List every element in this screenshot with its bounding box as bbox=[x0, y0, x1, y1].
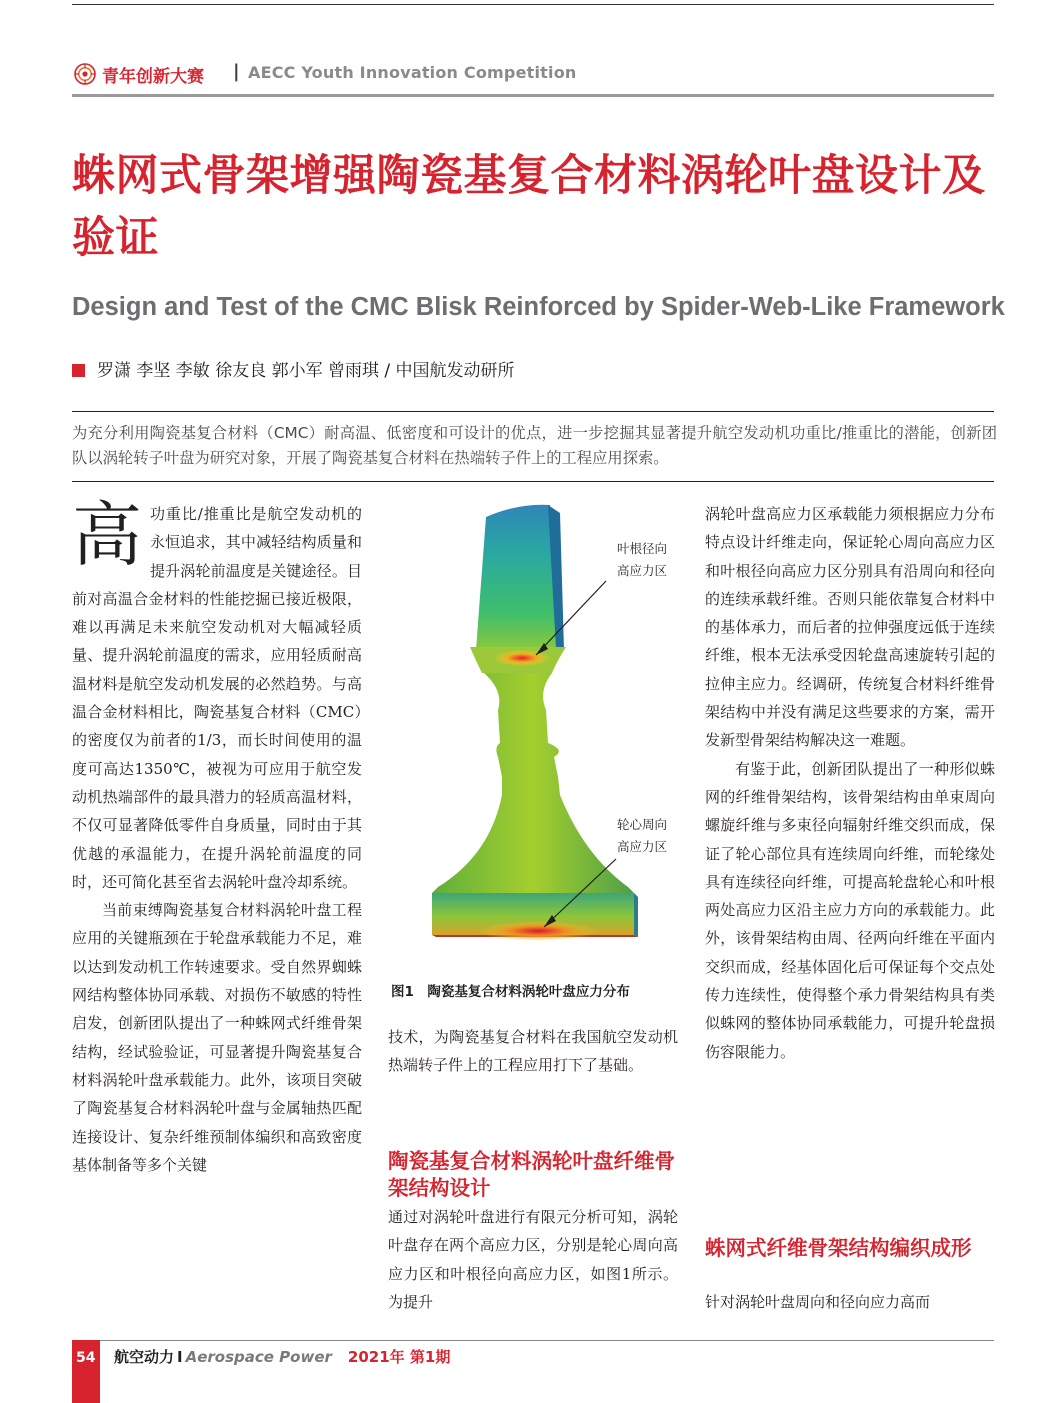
label-hub-stress bbox=[617, 814, 667, 858]
label-line: 叶根径向 bbox=[617, 541, 668, 556]
label-blade-root-stress bbox=[617, 538, 667, 582]
column-3-continued bbox=[705, 1288, 995, 1316]
paragraph: 涡轮叶盘高应力区承载能力须根据应力分布特点设计纤维走向，保证轮心周向高应力区和叶根径向高应力区分别具有沿周向和径向的连续承载纤维。否则只能依靠复合材料中的基体承力，而后者的拉伸强度远低于连续纤维，根本无法承受因轮盘高速旋转引起的拉伸主应力。经调研，传统复合材料纤维骨架结构中并没有满足这些要求的方案，需开发新型骨架结构解决这一难题。 bbox=[705, 505, 995, 750]
article-title-cn: 蛛网式骨架增强陶瓷基复合材料涡轮叶盘设计及验证 bbox=[72, 151, 986, 263]
header-separator: | bbox=[233, 61, 240, 82]
header-title-en: AECC Youth Innovation Competition bbox=[248, 63, 577, 82]
column-3 bbox=[705, 500, 995, 1066]
abstract-rule-top bbox=[72, 411, 994, 412]
abstract: 为充分利用陶瓷基复合材料（CMC）耐高温、低密度和可设计的优点，进一步挖掘其显著提升航空发动机功重比/推重比的潜能，创新团队以涡轮转子叶盘为研究对象，开展了陶瓷基复合材料在热端转子件上的工程应用探索。 bbox=[72, 424, 997, 467]
header-title-cn: 青年创新大赛 bbox=[102, 67, 204, 87]
authors-text: 罗潇 李坚 李敏 徐友良 郭小军 曾雨琪 / 中国航发动研所 bbox=[97, 361, 515, 381]
figure-caption: 图1 陶瓷基复合材料涡轮叶盘应力分布 bbox=[391, 984, 630, 1000]
journal-issue: 2021年 第1期 bbox=[347, 1348, 451, 1366]
abstract-rule-bottom bbox=[72, 481, 994, 482]
top-rule bbox=[72, 4, 994, 5]
footer-separator: I bbox=[177, 1348, 183, 1366]
article-title-en: Design and Test of the CMC Blisk Reinforced by Spider-Web-Like Framework bbox=[72, 293, 1005, 321]
competition-logo-icon bbox=[74, 63, 96, 85]
column-2-continued bbox=[388, 1203, 678, 1316]
paragraph: 当前束缚陶瓷基复合材料涡轮叶盘工程应用的关键瓶颈在于轮盘承载能力不足，难以达到发动机工作转速要求。受自然界蜘蛛网结构整体协同承载、对损伤不敏感的特性启发，创新团队提出了一种蛛网式纤维骨架结构，经试验验证，可显著提升陶瓷基复合材料涡轮叶盘承载能力。此外，该项目突破了陶瓷基复合材料涡轮叶盘与金属轴热匹配连接设计、复杂纤维预制体编织和高致密度基体制备等多个关键 bbox=[72, 901, 362, 1174]
journal-name-cn: 航空动力 bbox=[114, 1348, 175, 1366]
section-heading: 陶瓷基复合材料涡轮叶盘纤维骨架结构设计 bbox=[388, 1149, 675, 1200]
column-1 bbox=[72, 494, 362, 1179]
page-number: 54 bbox=[76, 1350, 96, 1366]
paragraph: 技术，为陶瓷基复合材料在我国航空发动机热端转子件上的工程应用打下了基础。 bbox=[388, 1028, 678, 1075]
journal-name-en: Aerospace Power bbox=[185, 1348, 332, 1366]
column-2 bbox=[388, 1023, 678, 1080]
label-line: 轮心周向 bbox=[617, 817, 668, 832]
label-line: 高应力区 bbox=[617, 563, 668, 578]
section-heading: 蛛网式纤维骨架结构编织成形 bbox=[705, 1236, 972, 1260]
footer-journal bbox=[114, 1346, 450, 1367]
paragraph: 功重比/推重比是航空发动机的永恒追求，其中减轻结构质量和提升涡轮前温度是关键途径。目前对高温合金材料的性能挖掘已接近极限，难以再满足未来航空发动机对大幅减轻质量、提升涡轮前温度的需求，应用轻质耐高温材料是航空发动机发展的必然趋势。与高温合金材料相比，陶瓷基复合材料（CMC）的密度仅为前者的1/3，而长时间使用的温度可高达1350℃，被视为可应用于航空发动机热端部件的最具潜力的轻质高温材料，不仅可显著降低零件自身质量，同时由于其优越的承温能力，在提升涡轮前温度的同时，还可简化甚至省去涡轮叶盘冷却系统。 bbox=[72, 505, 362, 891]
footer-rule bbox=[100, 1340, 994, 1341]
page-header bbox=[72, 60, 994, 94]
header-rule bbox=[72, 94, 994, 97]
paragraph: 通过对涡轮叶盘进行有限元分析可知，涡轮叶盘存在两个高应力区，分别是轮心周向高应力区和叶根径向高应力区，如图1所示。为提升 bbox=[388, 1208, 678, 1311]
drop-cap: 高 bbox=[72, 494, 142, 576]
label-line: 高应力区 bbox=[617, 839, 668, 854]
author-bullet-icon bbox=[72, 364, 85, 377]
paragraph: 有鉴于此，创新团队提出了一种形似蛛网的纤维骨架结构，该骨架结构由单束周向螺旋纤维与多束径向辐射纤维交织而成，保证了轮心部位具有连续周向纤维，而轮缘处具有连续径向纤维，可提高轮盘轮心和叶根两处高应力区沿主应力方向的承载能力。此外，该骨架结构由周、径两向纤维在平面内交织而成，经基体固化后可保证每个交点处传力连续性，使得整个承力骨架结构具有类似蛛网的整体协同承载能力，可提升轮盘损伤容限能力。 bbox=[705, 759, 995, 1061]
paragraph: 针对涡轮叶盘周向和径向应力高而 bbox=[705, 1293, 931, 1311]
author-line bbox=[72, 356, 515, 381]
